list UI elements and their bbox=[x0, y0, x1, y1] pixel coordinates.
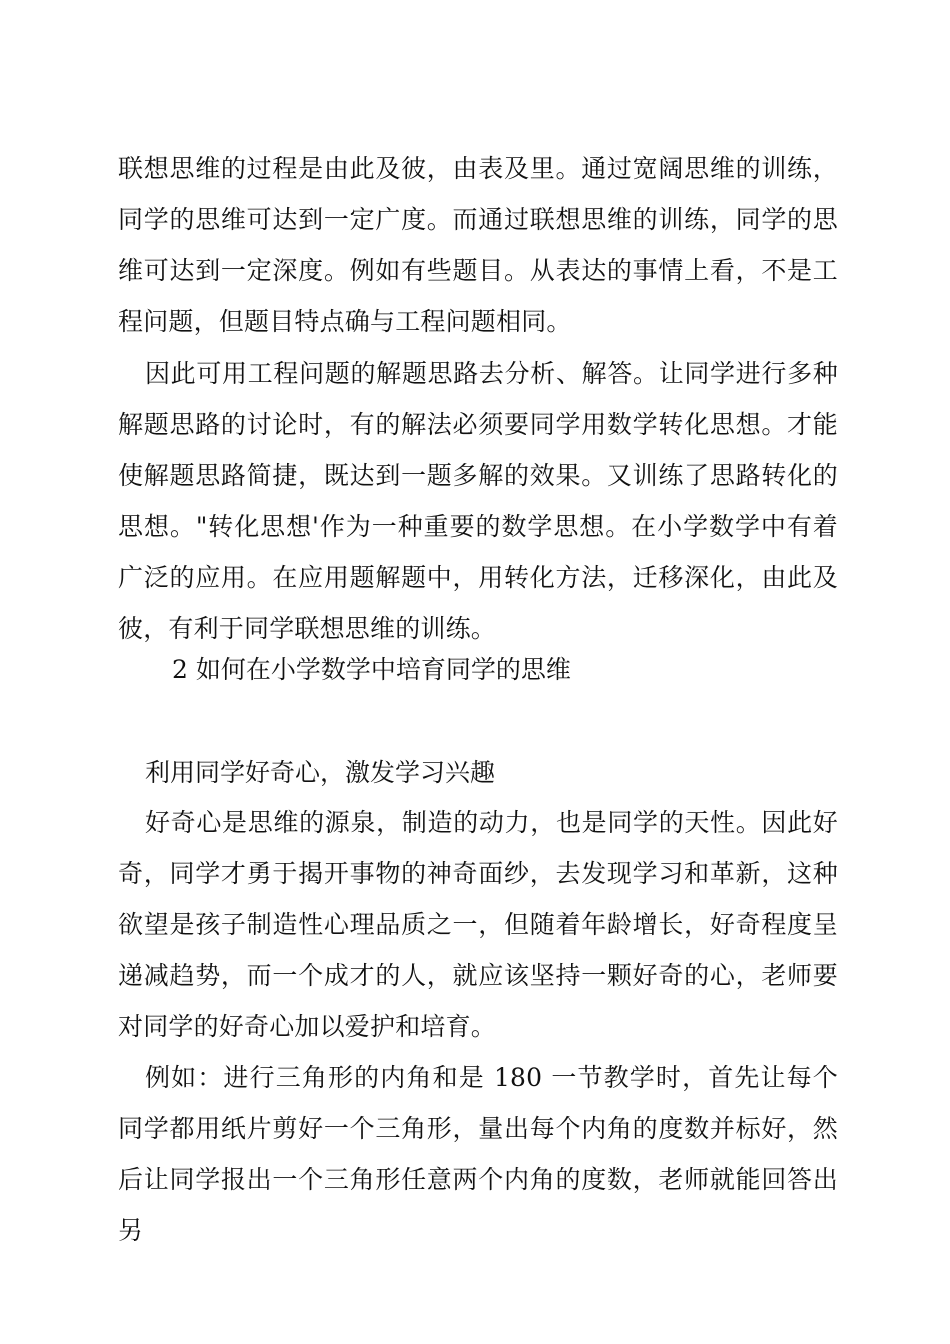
section-heading: 2 如何在小学数学中培育同学的思维 bbox=[172, 655, 571, 684]
paragraph-transformation-thinking: 因此可用工程问题的解题思路去分析、解答。让同学进行多种解题思路的讨论时，有的解法必须要同学用数学转化思想。才能使解题思路简捷，既达到一题多解的效果。又训练了思路转化的思想。"转化思想'作为一种重要的数学思想。在小学数学中有着广泛的应用。在应用题解题中，用转化方法，迁移深化，由此及彼，有利于同学联想思维的训练。 bbox=[118, 359, 838, 643]
paragraph-triangle-example: 例如：进行三角形的内角和是 180 一节教学时，首先让每个同学都用纸片剪好一个三角形，量出每个内角的度数并标好，然后让同学报出一个三角形任意两个内角的度数，老师就能回答出另 bbox=[118, 1063, 838, 1245]
paragraph-curiosity: 好奇心是思维的源泉，制造的动力，也是同学的天性。因此好奇，同学才勇于揭开事物的神奇面纱，去发现学习和革新，这种欲望是孩子制造性心理品质之一，但随着年龄增长，好奇程度呈递减趋势，而一个成才的人，就应该坚持一颗好奇的心，老师要对同学的好奇心加以爱护和培育。 bbox=[118, 808, 838, 1041]
paragraph-associative-thinking: 联想思维的过程是由此及彼，由表及里。通过宽阔思维的训练，同学的思维可达到一定广度。而通过联想思维的训练，同学的思维可达到一定深度。例如有些题目。从表达的事情上看，不是工程问题，但题目特点确与工程问题相同。 bbox=[118, 154, 838, 336]
subsection-heading: 利用同学好奇心，激发学习兴趣 bbox=[145, 758, 496, 787]
